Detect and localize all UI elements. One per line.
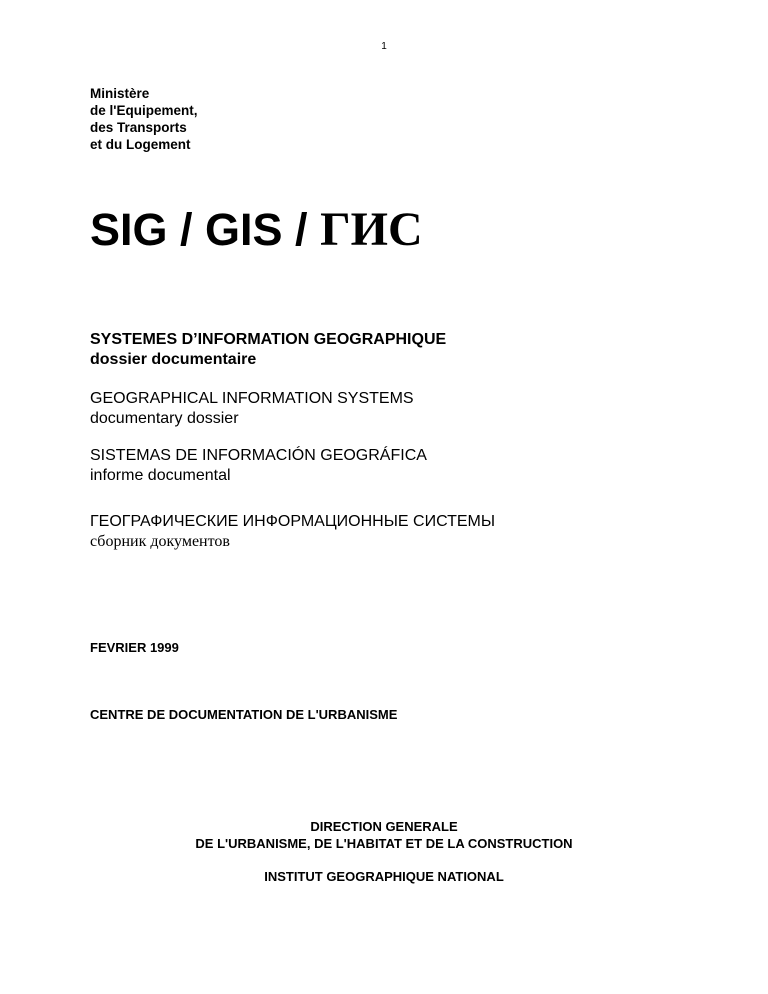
publication-date: FEVRIER 1999	[90, 640, 179, 655]
subtitle-french	[90, 330, 446, 370]
subtitle-russian-heading: ГЕОГРАФИЧЕСКИЕ ИНФОРМАЦИОННЫЕ СИСТЕМЫ	[90, 513, 496, 530]
subtitle-russian-subheading: сборник документов	[90, 533, 230, 550]
subtitle-spanish	[90, 446, 427, 486]
direction-line: DE L'URBANISME, DE L'HABITAT ET DE LA CONSTRUCTION	[195, 836, 573, 851]
ministry-line: des Transports	[90, 120, 187, 135]
ministry-line: de l'Equipement,	[90, 103, 198, 118]
subtitle-english-heading: GEOGRAPHICAL INFORMATION SYSTEMS	[90, 390, 414, 407]
ministry-block	[90, 85, 197, 153]
main-title	[90, 200, 423, 260]
subtitle-russian	[90, 512, 495, 552]
main-title-cyrillic: ГИС	[320, 203, 423, 256]
direction-line: DIRECTION GENERALE	[310, 819, 458, 834]
subtitle-french-heading: SYSTEMES D’INFORMATION GEOGRAPHIQUE	[90, 331, 447, 348]
subtitle-english	[90, 389, 414, 429]
page-number: 1	[381, 41, 387, 52]
ministry-line: Ministère	[90, 86, 150, 101]
direction-block	[0, 818, 768, 852]
subtitle-french-subheading: dossier documentaire	[90, 351, 257, 368]
main-title-latin: SIG / GIS /	[90, 204, 321, 255]
subtitle-spanish-subheading: informe documental	[90, 467, 231, 484]
subtitle-english-subheading: documentary dossier	[90, 410, 239, 427]
ministry-line: et du Logement	[90, 137, 191, 152]
institute-name: INSTITUT GEOGRAPHIQUE NATIONAL	[264, 869, 504, 884]
documentation-centre: CENTRE DE DOCUMENTATION DE L'URBANISME	[90, 707, 398, 722]
subtitle-spanish-heading: SISTEMAS DE INFORMACIÓN GEOGRÁFICA	[90, 447, 427, 464]
